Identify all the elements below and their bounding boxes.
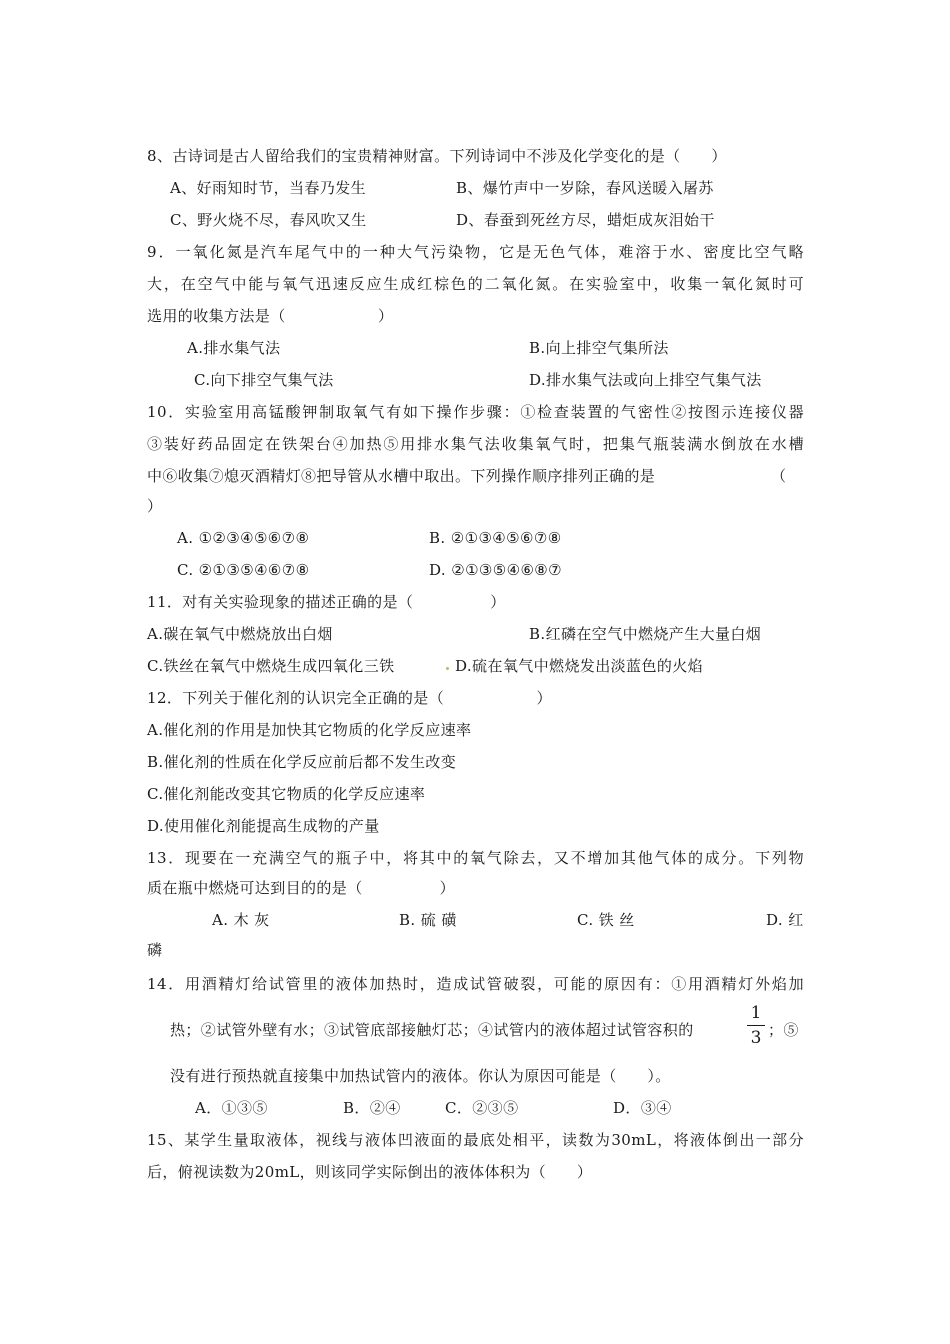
q10-open-paren: （ bbox=[771, 467, 787, 485]
q9-stem-line-2: 大，在空气中能与氧气迅速反应生成红棕色的二氧化氮。在实验室中，收集一氧化氮时可 bbox=[147, 275, 804, 293]
q9-option-c: C.向下排空气集气法 bbox=[194, 371, 334, 389]
q12-option-d: D.使用催化剂能提高生成物的产量 bbox=[147, 817, 380, 835]
q13-option-d-wrap: 磷 bbox=[147, 941, 163, 959]
q14-stem-line-1: 14．用酒精灯给试管里的液体加热时，造成试管破裂，可能的原因有：①用酒精灯外焰加 bbox=[147, 975, 804, 993]
q14-stem-line-2-tail: ；⑤ bbox=[768, 1021, 799, 1039]
q14-option-b: B．②④ bbox=[343, 1099, 401, 1117]
q14-fraction-numerator: 1 bbox=[750, 1003, 762, 1023]
q10-option-d: D. ②①③⑤④⑥⑧⑦ bbox=[429, 561, 563, 579]
q11-stem: 11．对有关实验现象的描述正确的是（ ） bbox=[147, 593, 506, 611]
q11-option-b: B.红磷在空气中燃烧产生大量白烟 bbox=[529, 625, 762, 643]
q15-stem-line-1: 15、某学生量取液体，视线与液体凹液面的最底处相平，读数为30mL，将液体倒出一部分 bbox=[147, 1131, 804, 1149]
q14-stem-line-2: 热；②试管外壁有水；③试管底部接触灯芯；④试管内的液体超过试管容积的 bbox=[170, 1021, 694, 1039]
q10-option-a: A. ①②③④⑤⑥⑦⑧ bbox=[177, 529, 310, 547]
q13-option-a: A. 木 灰 bbox=[212, 911, 270, 929]
q12-option-a: A.催化剂的作用是加快其它物质的化学反应速率 bbox=[147, 721, 472, 739]
q11-option-d: D.硫在氧气中燃烧发出淡蓝色的火焰 bbox=[455, 657, 704, 675]
q15-stem-line-2: 后，俯视读数为20mL，则该同学实际倒出的液体体积为（ ） bbox=[147, 1163, 593, 1181]
q10-stem-line-2: ③装好药品固定在铁架台④加热⑤用排水集气法收集氧气时，把集气瓶装满水倒放在水槽 bbox=[147, 435, 804, 453]
q8-stem: 8、古诗词是古人留给我们的宝贵精神财富。下列诗词中不涉及化学变化的是（ ） bbox=[147, 147, 727, 165]
q9-option-d: D.排水集气法或向上排空气集气法 bbox=[529, 371, 762, 389]
q11-option-a: A.碳在氧气中燃烧放出白烟 bbox=[147, 625, 333, 643]
q10-stem-line-3: 中⑥收集⑦熄灭酒精灯⑧把导管从水槽中取出。下列操作顺序排列正确的是 bbox=[147, 467, 656, 485]
q8-option-a: A、好雨知时节，当春乃发生 bbox=[170, 179, 367, 197]
q14-stem-line-3: 没有进行预热就直接集中加热试管内的液体。你认为原因可能是（ ）。 bbox=[170, 1067, 671, 1085]
q8-option-c: C、野火烧不尽，春风吹又生 bbox=[170, 211, 367, 229]
q10-stem-line-1: 10．实验室用高锰酸钾制取氧气有如下操作步骤：①检查装置的气密性②按图示连接仪器 bbox=[147, 403, 804, 421]
q14-option-d: D．③④ bbox=[613, 1099, 672, 1117]
q11-option-c: C.铁丝在氧气中燃烧生成四氧化三铁 bbox=[147, 657, 395, 675]
q8-option-d: D、春蚕到死丝方尽，蜡炬成灰泪始干 bbox=[456, 211, 715, 229]
q14-fraction-denominator: 3 bbox=[750, 1028, 762, 1048]
q13-stem-line-2: 质在瓶中燃烧可达到目的的是（ ） bbox=[147, 879, 456, 897]
q12-option-c: C.催化剂能改变其它物质的化学反应速率 bbox=[147, 785, 426, 803]
q8-option-b: B、爆竹声中一岁除，春风送暖入屠苏 bbox=[456, 179, 714, 197]
q14-option-a: A．①③⑤ bbox=[195, 1099, 268, 1117]
q13-option-d: D. 红 bbox=[766, 911, 804, 929]
q9-stem-line-3: 选用的收集方法是（ ） bbox=[147, 307, 394, 325]
q13-option-b: B. 硫 磺 bbox=[399, 911, 457, 929]
q9-stem-line-1: 9．一氧化氮是汽车尾气中的一种大气污染物，它是无色气体，难溶于水、密度比空气略 bbox=[147, 243, 804, 261]
q10-close-paren: ） bbox=[147, 497, 163, 515]
q12-option-b: B.催化剂的性质在化学反应前后都不发生改变 bbox=[147, 753, 457, 771]
q13-option-c: C. 铁 丝 bbox=[577, 911, 635, 929]
q12-stem: 12．下列关于催化剂的认识完全正确的是（ ） bbox=[147, 689, 552, 707]
q9-option-a: A.排水集气法 bbox=[187, 339, 281, 357]
q13-stem-line-1: 13．现要在一充满空气的瓶子中，将其中的氧气除去，又不增加其他气体的成分。下列物 bbox=[147, 849, 804, 867]
scan-speck bbox=[446, 667, 449, 670]
q14-fraction-bar bbox=[747, 1025, 765, 1026]
q10-option-b: B. ②①③④⑤⑥⑦⑧ bbox=[429, 529, 562, 547]
q9-option-b: B.向上排空气集所法 bbox=[529, 339, 669, 357]
q14-option-c: C．②③⑤ bbox=[445, 1099, 519, 1117]
q10-option-c: C. ②①③⑤④⑥⑦⑧ bbox=[177, 561, 310, 579]
